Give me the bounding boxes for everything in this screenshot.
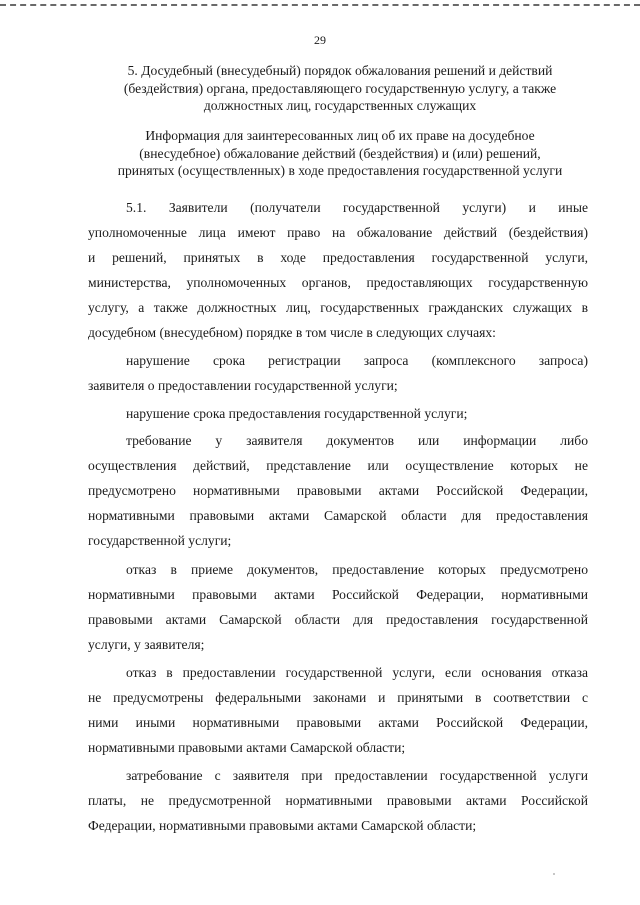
body-line: услуги, у заявителя; <box>88 637 205 652</box>
body-line: заявителя о предоставлении государственной услуги; <box>88 378 398 393</box>
body-line: и решений, принятых в ходе предоставления государственной услуги, <box>88 250 588 265</box>
heading-line: (бездействия) органа, предоставляющего государственную услугу, а также <box>123 80 557 96</box>
body-line: ними иными нормативными правовыми актами Российской Федерации, <box>88 715 588 730</box>
body-line: услугу, а также должностных лиц, государственных гражданских служащих в <box>88 300 588 315</box>
body-line: 5.1. Заявители (получатели государственной услуги) и иные <box>126 200 588 215</box>
scan-speck <box>553 873 555 875</box>
body-line: нормативными правовыми актами Самарской области для предоставления <box>88 508 588 523</box>
body-line: правовыми актами Самарской области для предоставления государственной <box>88 612 588 627</box>
subheading-line: Информация для заинтересованных лиц об их праве на досудебное <box>145 128 535 143</box>
body-line: платы, не предусмотренной нормативными правовыми актами Российской <box>88 793 588 808</box>
body-line: нарушение срока предоставления государственной услуги; <box>126 406 468 421</box>
body-line: отказ в приеме документов, предоставление которых предусмотрено <box>126 562 588 577</box>
subheading-line: принятых (осуществленных) в ходе предоставления государственной услуги <box>117 163 563 178</box>
subheading-line: (внесудебное) обжалование действий (бездействия) и (или) решений, <box>139 145 541 161</box>
body-line: нарушение срока регистрации запроса (комплексного запроса) <box>126 353 588 368</box>
body-line: нормативными правовыми актами Российской Федерации, нормативными <box>88 587 588 602</box>
body-line: требование у заявителя документов или информации либо <box>126 433 588 448</box>
body-line: нормативными правовыми актами Самарской области; <box>88 740 406 755</box>
heading-line: должностных лиц, государственных служащих <box>203 98 477 113</box>
body-line: Федерации, нормативными правовыми актами Самарской области; <box>88 818 477 833</box>
body-line: не предусмотрены федеральными законами и принятыми в соответствии с <box>88 690 588 705</box>
section-subheading <box>40 127 640 180</box>
scan-edge-dashes <box>0 4 640 6</box>
body-line: осуществления действий, представление или осуществление которых не <box>88 458 588 473</box>
body-line: отказ в предоставлении государственной услуги, если основания отказа <box>126 665 588 680</box>
page-number: 29 <box>314 33 326 47</box>
body-line: министерства, уполномоченных органов, предоставляющих государственную <box>88 275 588 290</box>
section-heading <box>40 62 640 115</box>
body-line: уполномоченные лица имеют право на обжалование действий (бездействия) <box>88 225 588 240</box>
body-line: предусмотрено нормативными правовыми актами Российской Федерации, <box>88 483 588 498</box>
body-line: государственной услуги; <box>88 533 232 548</box>
heading-line: 5. Досудебный (внесудебный) порядок обжалования решений и действий <box>127 63 553 78</box>
body-line: затребование с заявителя при предоставлении государственной услуги <box>126 768 588 783</box>
body-line: досудебном (внесудебном) порядке в том числе в следующих случаях: <box>88 325 496 340</box>
